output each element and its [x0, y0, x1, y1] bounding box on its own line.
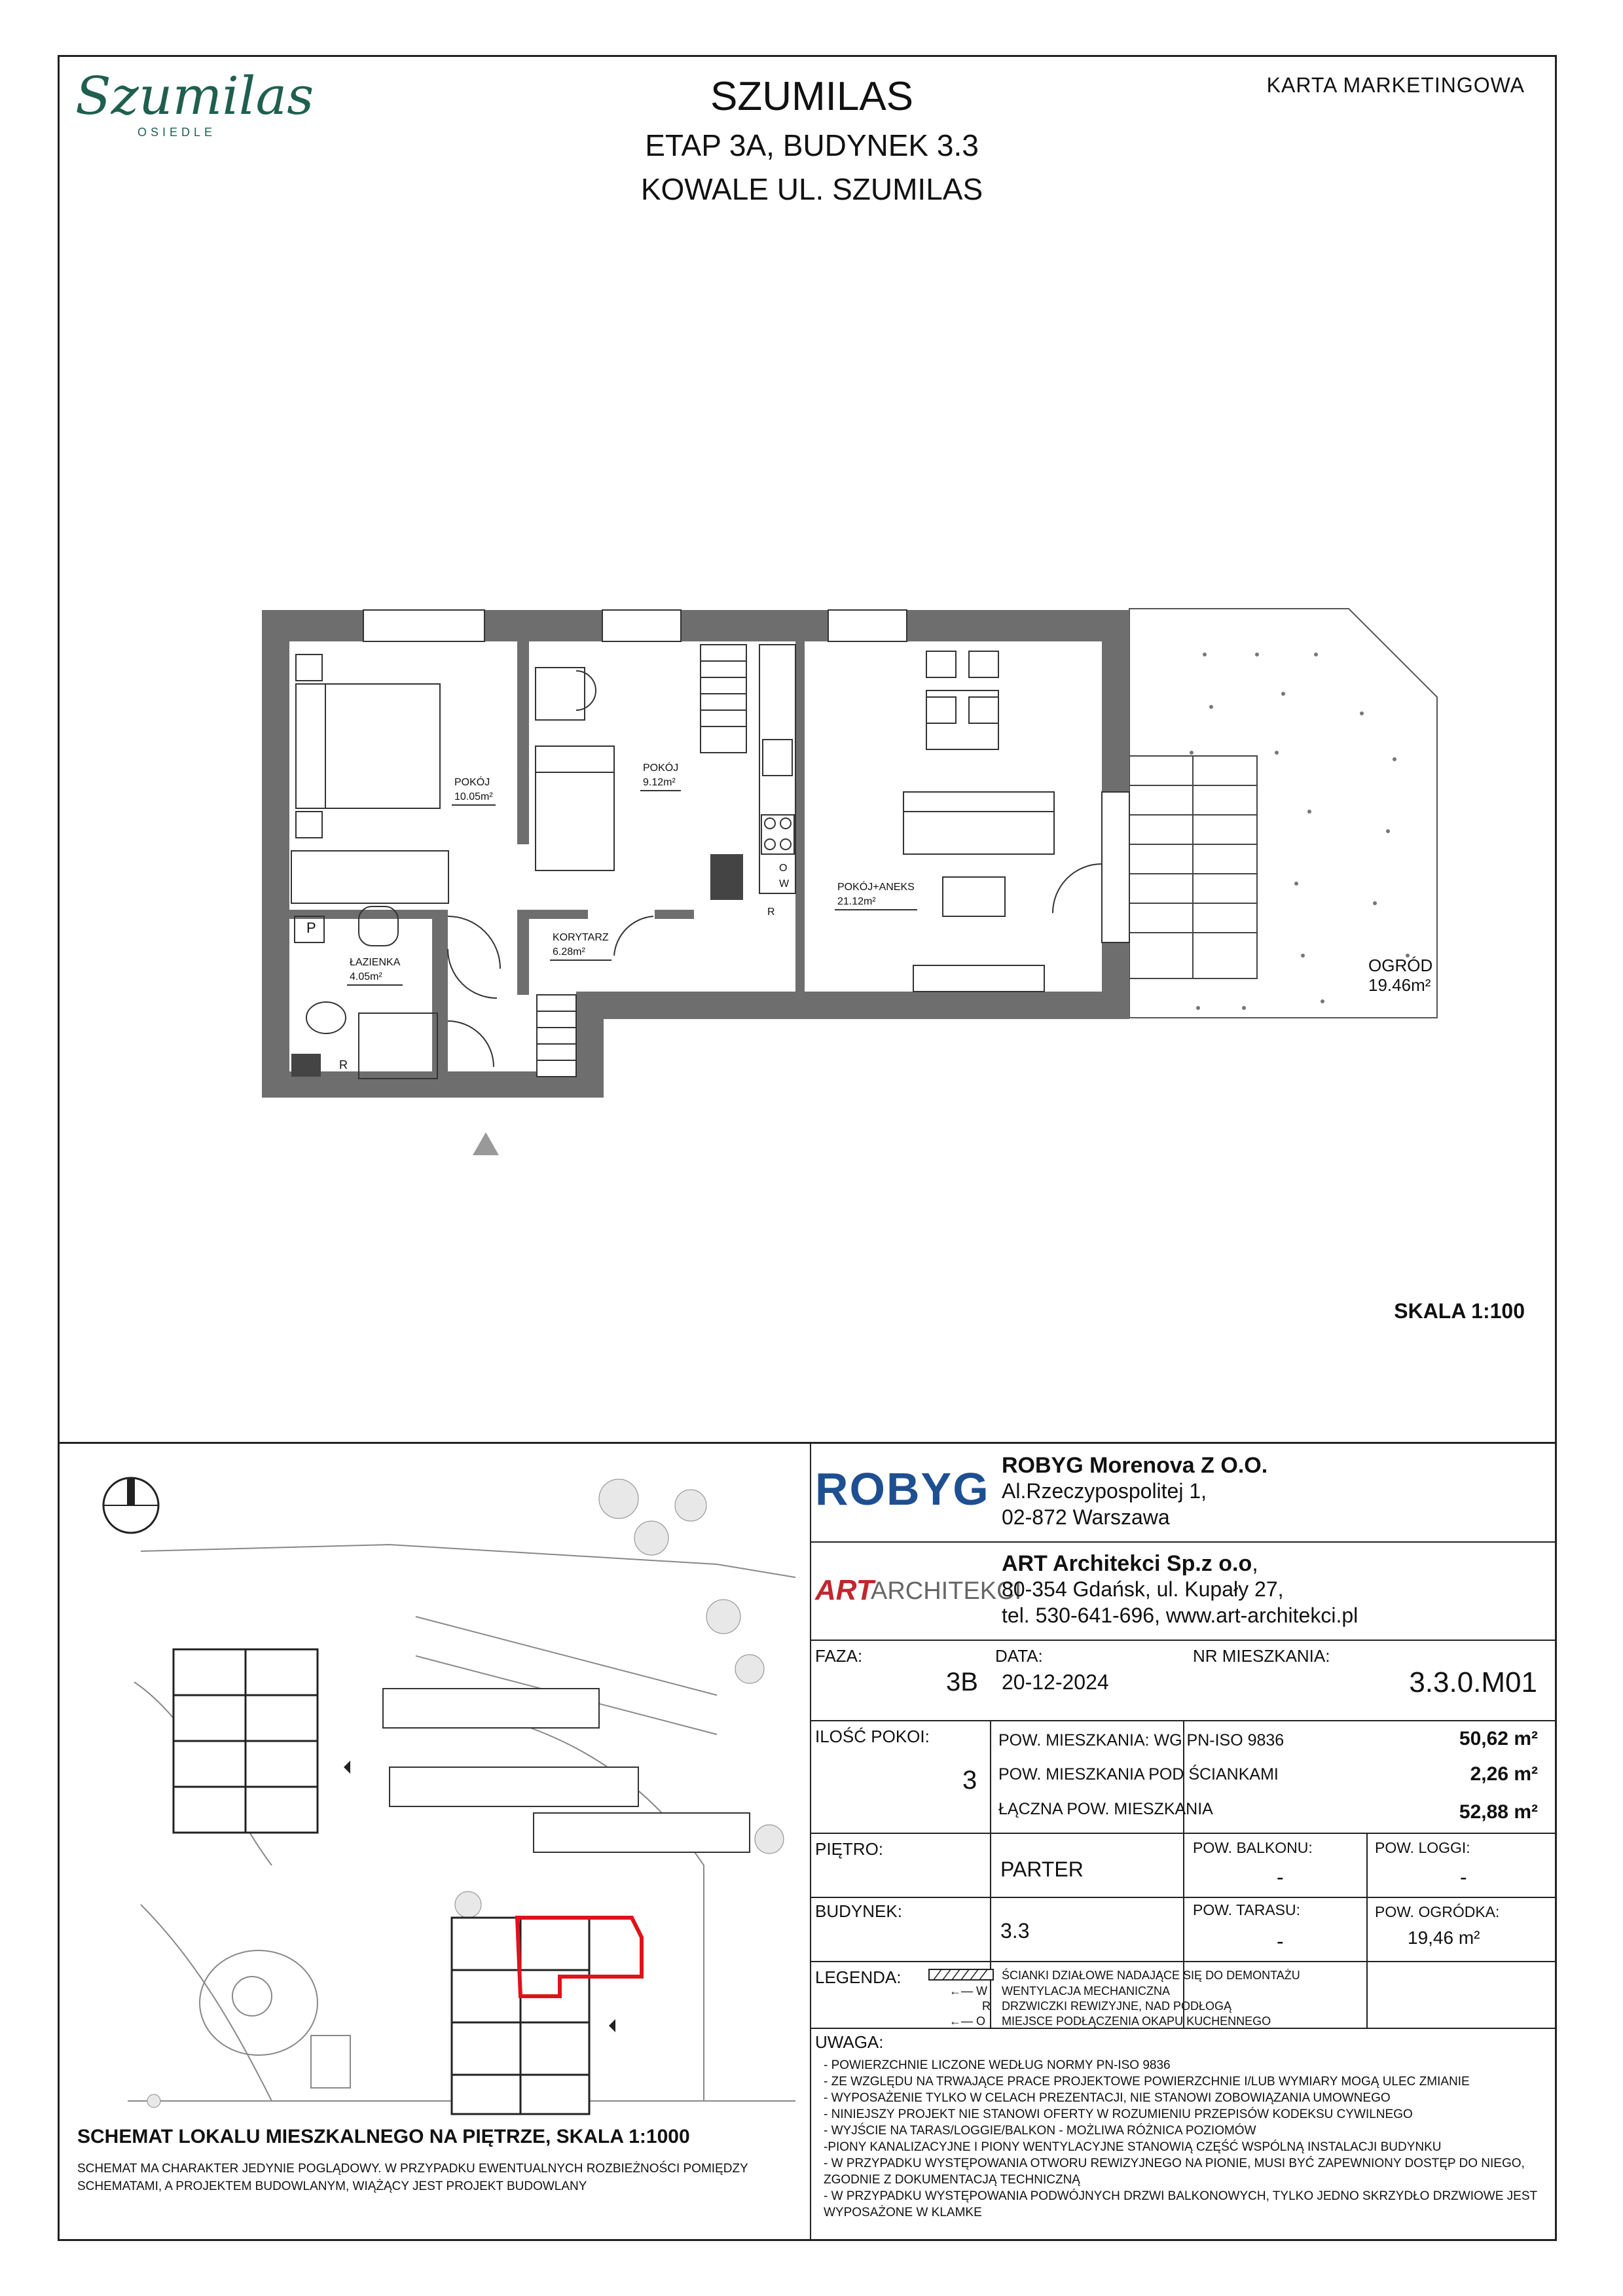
vline-pietro-balkon	[1183, 1833, 1184, 1898]
loggia-value: -	[1460, 1865, 1467, 1889]
faza-label: FAZA:	[815, 1646, 863, 1666]
project-title: SZUMILAS	[710, 74, 914, 119]
developer-addr1: Al.Rzeczypospolitej 1,	[1002, 1479, 1207, 1503]
developer-name: ROBYG Morenova Z O.O.	[1002, 1453, 1268, 1478]
pow2-value: 2,26 m²	[1470, 1763, 1538, 1785]
legend-item-w: WENTYLACJA MECHANICZNA	[1002, 1984, 1171, 1998]
plan-mark-o: O	[779, 863, 788, 874]
legend-item-hatch: ŚCIANKI DZIAŁOWE NADAJĄCE SIĘ DO DEMONTAŻU	[1002, 1969, 1300, 1982]
plan-mark-r: R	[339, 1058, 348, 1071]
pietro-label: PIĘTRO:	[815, 1839, 884, 1859]
legend-key-r: R	[982, 2000, 991, 2013]
legend-label: LEGENDA:	[815, 1967, 902, 1987]
bath-shaft	[291, 1054, 321, 1077]
schemat-title: SCHEMAT LOKALU MIESZKALNEGO NA PIĘTRZE, SKALA 1:1000	[77, 2126, 690, 2147]
vline-faza	[990, 1720, 991, 1834]
loggia-label: POW. LOGGI:	[1375, 1839, 1470, 1856]
pietro-value: PARTER	[1000, 1857, 1084, 1881]
plan-mark-p: P	[306, 920, 316, 936]
legend-item-r: DRZWICZKI REWIZYJNE, NAD PODŁOGĄ	[1002, 2000, 1232, 2013]
szumilas-logo: Szumilas	[75, 65, 314, 126]
pow3-label: ŁĄCZNA POW. MIESZKANIA	[998, 1800, 1213, 1818]
entrance-arrow-icon	[473, 1132, 499, 1155]
room-label-pokoj-2: POKÓJ 9.12m²	[640, 761, 681, 791]
entry-stairs	[537, 995, 576, 1077]
pow2-label: POW. MIESZKANIA POD ŚCIANKAMI	[998, 1765, 1279, 1784]
developer-addr2: 02-872 Warszawa	[1002, 1505, 1170, 1529]
schemat-desc: SCHEMAT MA CHARAKTER JEDYNIE POGLĄDOWY. W PRZYPADKU EWENTUALNYCH ROZBIEŻNOŚCI POMIĘDZY SCHEMATAMI, A PROJEKTEM BUDOWLANYM, WIĄŻĄCY JEST PROJEKT BUDOWLANY	[77, 2162, 748, 2193]
row-line-2	[810, 1640, 1557, 1641]
art-logo-text: ARCHITEKCI	[871, 1577, 1022, 1605]
faza-value: 3B	[946, 1668, 978, 1696]
vline-loggia	[1366, 1897, 1368, 2028]
site-compass-icon	[103, 1478, 158, 1533]
room-label-pokoj-aneks: POKÓJ+ANEKS 21.12m²	[835, 880, 917, 910]
section-divider	[58, 1442, 1557, 1444]
taras-label: POW. TARASU:	[1193, 1901, 1301, 1918]
ogrod-value: 19,46 m²	[1408, 1928, 1480, 1948]
table-left-border	[810, 1443, 811, 2241]
ogrod-label: POW. OGRÓDKA:	[1375, 1903, 1500, 1920]
data-label: DATA:	[995, 1646, 1043, 1666]
pow1-value: 50,62 m²	[1459, 1728, 1538, 1749]
pokoi-value: 3	[962, 1766, 977, 1795]
legend-arrow-o: ←— O	[949, 2015, 986, 2028]
project-stage: ETAP 3A, BUDYNEK 3.3	[645, 128, 979, 162]
art-logo: ART	[815, 1574, 874, 1606]
terrace-tiles	[1129, 756, 1257, 978]
szumilas-logo-sub: OSIEDLE	[137, 126, 217, 139]
room-label-pokoj-1: POKÓJ 10.05m²	[452, 776, 496, 806]
legend-item-o: MIEJSCE PODŁĄCZENIA OKAPU KUCHENNEGO	[1002, 2015, 1271, 2028]
vline-pietro	[990, 1833, 991, 2028]
site-schematic	[62, 1446, 809, 2121]
budynek-value: 3.3	[1000, 1919, 1030, 1943]
uwaga-notes: - POWIERZCHNIE LICZONE WEDŁUG NORMY PN-ISO 9836 - ZE WZGLĘDU NA TRWAJĄCE PRACE PROJEKTOWE POWIERZCHNIE I/LUB WYMIARY MOGĄ ULEC ZMIANIE - WYPOSAŻENIE TYLKO W CELACH PREZENTACJI, NIE STANOWI ZOBOWIĄZANIA UMOWNEGO - NINIEJSZY PROJEKT NIE STANOWI OFERTY W ROZUMIENIU PRZEPISÓW KODEKSU CYWILNEGO - WYJŚCIE NA TARAS/LOGGIE/BALKON - MOŻLIWA RÓŻNICA POZIOMÓW -PIONY KANALIZACYJNE I PIONY WENTYLACYJNE STANOWIĄ CZĘŚĆ WSPÓLNĄ INSTALACJI BUDYNKU - W PRZYPADKU WYSTĘPOWANIA OTWORU REWIZYJNEGO NA PIONIE, MUSI BYĆ ZAPEWNIONY DOSTĘP DO NIEGO, ZGODNIE Z DOKUMENTACJĄ TECHNICZNĄ - W PRZYPADKU WYSTĘPOWANIA PODWÓJNYCH DRZWI BALKONOWYCH, TYLKO JEDNO SKRZYDŁO DRZWIOWE JEST WYPOSAŻONE W KLAMKE	[824, 2058, 1538, 2219]
robyg-logo: ROBYG	[815, 1463, 990, 1515]
pokoi-label: ILOŚĆ POKOI:	[815, 1727, 930, 1746]
room-label-korytarz: KORYTARZ 6.28m²	[550, 931, 611, 961]
architect-addr2: tel. 530-641-696, www.art-architekci.pl	[1002, 1604, 1359, 1627]
plan-mark-w: W	[779, 878, 790, 889]
row-line-1	[810, 1541, 1557, 1543]
architect-name: ART Architekci Sp.z o.o,	[1002, 1551, 1258, 1576]
uwaga-label: UWAGA:	[815, 2032, 884, 2052]
pow3-value: 52,88 m²	[1459, 1801, 1538, 1823]
garden-label: OGRÓD 19.46m²	[1368, 956, 1433, 995]
vline-pietro-loggia	[1366, 1833, 1368, 1898]
pow1-label: POW. MIESZKANIA: WG PN-ISO 9836	[998, 1731, 1285, 1749]
plan-mark-r2: R	[767, 906, 775, 918]
legend-arrow-w: ←— W	[949, 1984, 988, 1998]
room-label-lazienka: ŁAZIENKA 4.05m²	[347, 956, 403, 986]
project-address: KOWALE UL. SZUMILAS	[640, 172, 983, 206]
marketing-card-label: KARTA MARKETINGOWA	[1266, 73, 1525, 97]
architect-addr1: 80-354 Gdańsk, ul. Kupały 27,	[1002, 1577, 1284, 1601]
taras-value: -	[1277, 1929, 1284, 1953]
budynek-label: BUDYNEK:	[815, 1901, 902, 1921]
data-value: 20-12-2024	[1002, 1670, 1109, 1694]
nr-value: 3.3.0.M01	[1409, 1666, 1537, 1698]
balkon-label: POW. BALKONU:	[1193, 1839, 1313, 1856]
row-line-5b	[990, 1961, 1557, 1962]
nr-label: NR MIESZKANIA:	[1193, 1646, 1330, 1666]
legend-hatch-icon	[928, 1969, 994, 1981]
balkon-value: -	[1277, 1865, 1284, 1889]
vent-shaft	[710, 854, 743, 900]
scale-label: SKALA 1:100	[1394, 1299, 1525, 1323]
